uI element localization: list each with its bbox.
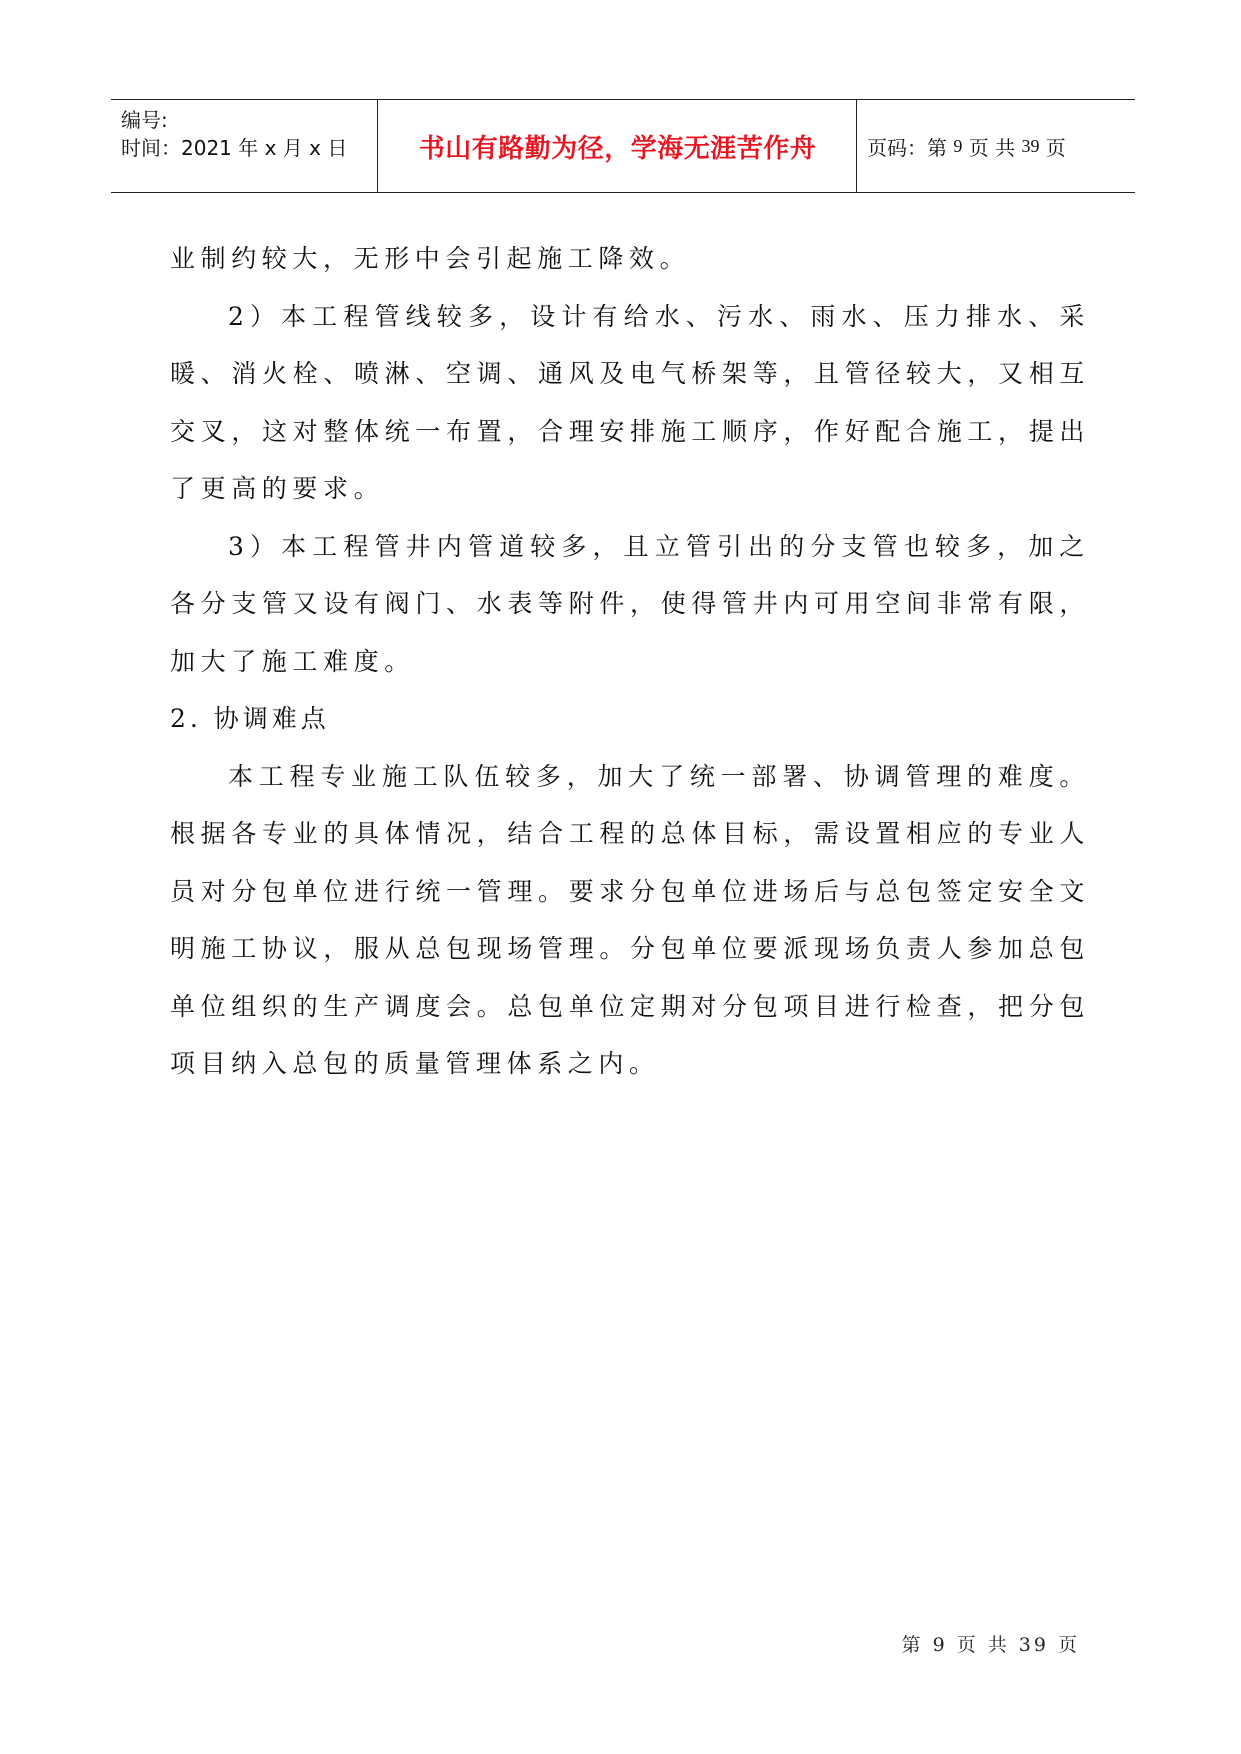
paragraph-item-3: 3）本工程管井内管道较多，且立管引出的分支管也较多，加之各分支管又设有阀门、水表等附件，使得管井内可用空间非常有限，加大了施工难度。 [170, 531, 1090, 676]
date-label: 时间：2021 年 x 月 x 日 [121, 136, 348, 160]
page-suffix: 页 [1045, 135, 1066, 160]
paragraph-coordination: 本工程专业施工队伍较多，加大了统一部署、协调管理的难度。根据各专业的具体情况，结合工程的总体目标，需设置相应的专业人员对分包单位进行统一管理。要求分包单位进场后与总包签定安全文明施工协议，服从总包现场管理。分包单位要派现场负责人参加总包单位组织的生产调度会。总包单位定期对分包项目进行检查，把分包项目纳入总包的质量管理体系之内。 [170, 761, 1090, 1078]
document-body [170, 230, 1090, 1093]
paragraph-continuation: 业制约较大，无形中会引起施工降效。 [170, 244, 691, 273]
page-footer: 第 9 页 共 39 页 [901, 1634, 1080, 1656]
header-divider [377, 100, 378, 192]
page-total: 39 [1021, 135, 1040, 156]
header-motto: 书山有路勤为径，学海无涯苦作舟 [418, 133, 817, 164]
page-prefix: 页码：第 [867, 135, 947, 160]
page-header [111, 99, 1135, 193]
section-heading: 2. 协调难点 [170, 704, 330, 733]
serial-number-label: 编号: [121, 108, 168, 132]
header-page-number [867, 100, 1066, 192]
page-mid: 页 共 [968, 135, 1016, 160]
header-meta [121, 106, 376, 162]
page-current: 9 [953, 135, 963, 156]
paragraph-item-2: 2）本工程管线较多，设计有给水、污水、雨水、压力排水、采暖、消火栓、喷淋、空调、通风及电气桥架等，且管径较大，又相互交叉，这对整体统一布置，合理安排施工顺序，作好配合施工，提出了更高的要求。 [170, 301, 1090, 503]
header-divider [856, 100, 857, 192]
